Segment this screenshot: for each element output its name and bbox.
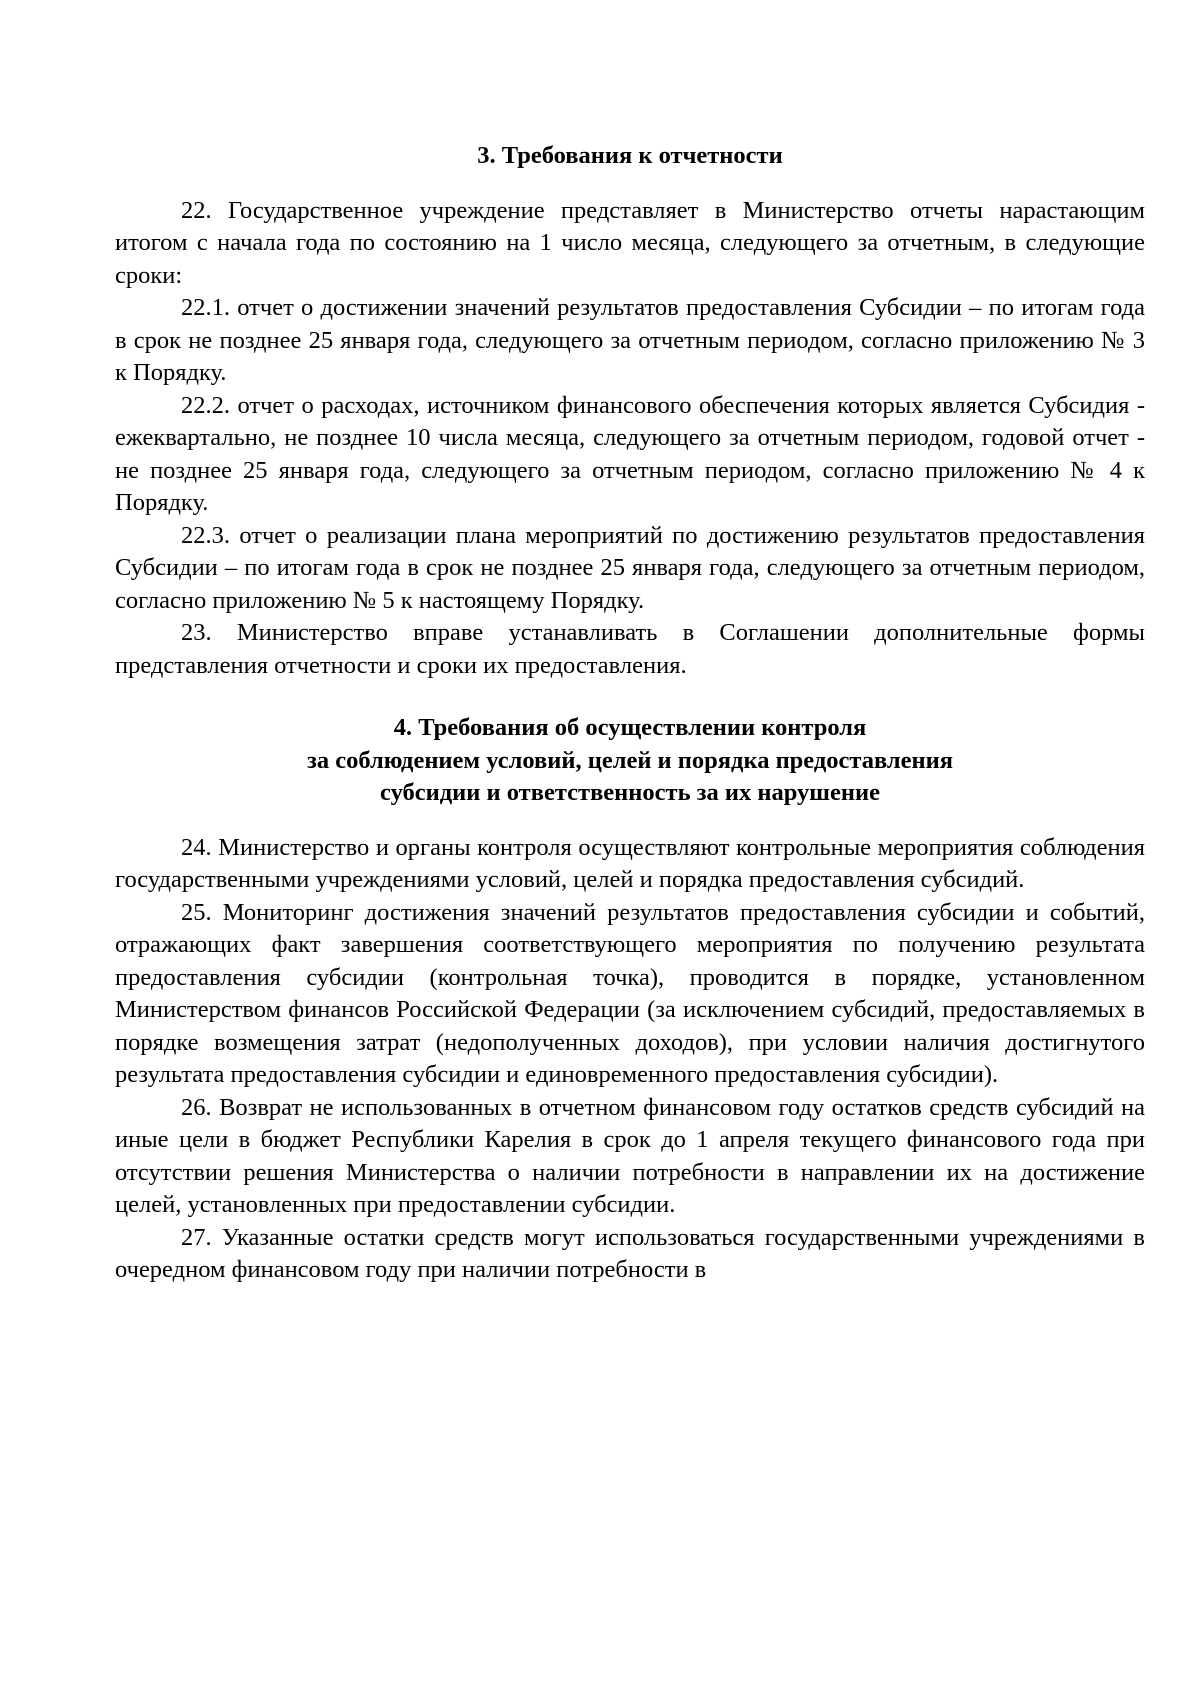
paragraph-22-2: 22.2. отчет о расходах, источником финансового обеспечения которых является Субсидия - ежеквартально, не позднее 10 числа месяца, следующего за отчетным периодом, годовой отчет - не позднее 25 января года, следующего за отчетным периодом, согласно приложению № 4 к Порядку. bbox=[115, 391, 1145, 516]
section-4-title-line: субсидии и ответственность за их нарушение bbox=[380, 779, 880, 806]
spacer bbox=[115, 173, 1145, 195]
section-3-title: 3. Требования к отчетности bbox=[477, 142, 783, 169]
paragraph-27: 27. Указанные остатки средств могут использоваться государственными учреждениями в очередном финансовом году при наличии потребности в bbox=[115, 1223, 1145, 1283]
paragraph-23: 23. Министерство вправе устанавливать в Соглашении дополнительные формы представления отчетности и сроки их предоставления. bbox=[115, 619, 1145, 679]
spacer bbox=[115, 810, 1145, 832]
paragraph-24: 24. Министерство и органы контроля осуществляют контрольные мероприятия соблюдения государственными учреждениями условий, целей и порядка предоставления субсидий. bbox=[115, 833, 1145, 893]
section-4-title-line: за соблюдением условий, целей и порядка предоставления bbox=[307, 746, 953, 774]
paragraph-22-3: 22.3. отчет о реализации плана мероприятий по достижению результатов предоставления Субсидии – по итогам года в срок не позднее 25 января года, следующего за отчетным периодом, согласно приложению № 5 к настоящему Порядку. bbox=[115, 521, 1145, 614]
paragraph-26: 26. Возврат не использованных в отчетном финансовом году остатков средств субсидий на иные цели в бюджет Республики Карелия в срок до 1 апреля текущего финансового года при отсутствии решения Министерства о наличии потребности в направлении их на достижение целей, установленных при предоставлении субсидии. bbox=[115, 1093, 1145, 1218]
document-page bbox=[115, 140, 1145, 1287]
paragraph-22: 22. Государственное учреждение представляет в Министерство отчеты нарастающим итогом с начала года по состоянию на 1 число месяца, следующего за отчетным, в следующие сроки: bbox=[115, 196, 1145, 289]
paragraph-25: 25. Мониторинг достижения значений результатов предоставления субсидии и событий, отражающих факт завершения соответствующего мероприятия по получению результата предоставления субсидии (контрольная точка), проводится в порядке, установленном Министерством финансов Российской Федерации (за исключением субсидий, предоставляемых в порядке возмещения затрат (недополученных доходов), при условии наличия достигнутого результата предоставления субсидии и единовременного предоставления субсидии). bbox=[115, 898, 1145, 1088]
paragraph-22-1: 22.1. отчет о достижении значений результатов предоставления Субсидии – по итогам года в срок не позднее 25 января года, следующего за отчетным периодом, согласно приложению № 3 к Порядку. bbox=[115, 294, 1145, 386]
section-4-title bbox=[115, 712, 1145, 810]
section-4-title-line: 4. Требования об осуществлении контроля bbox=[393, 714, 867, 741]
spacer bbox=[115, 682, 1145, 712]
